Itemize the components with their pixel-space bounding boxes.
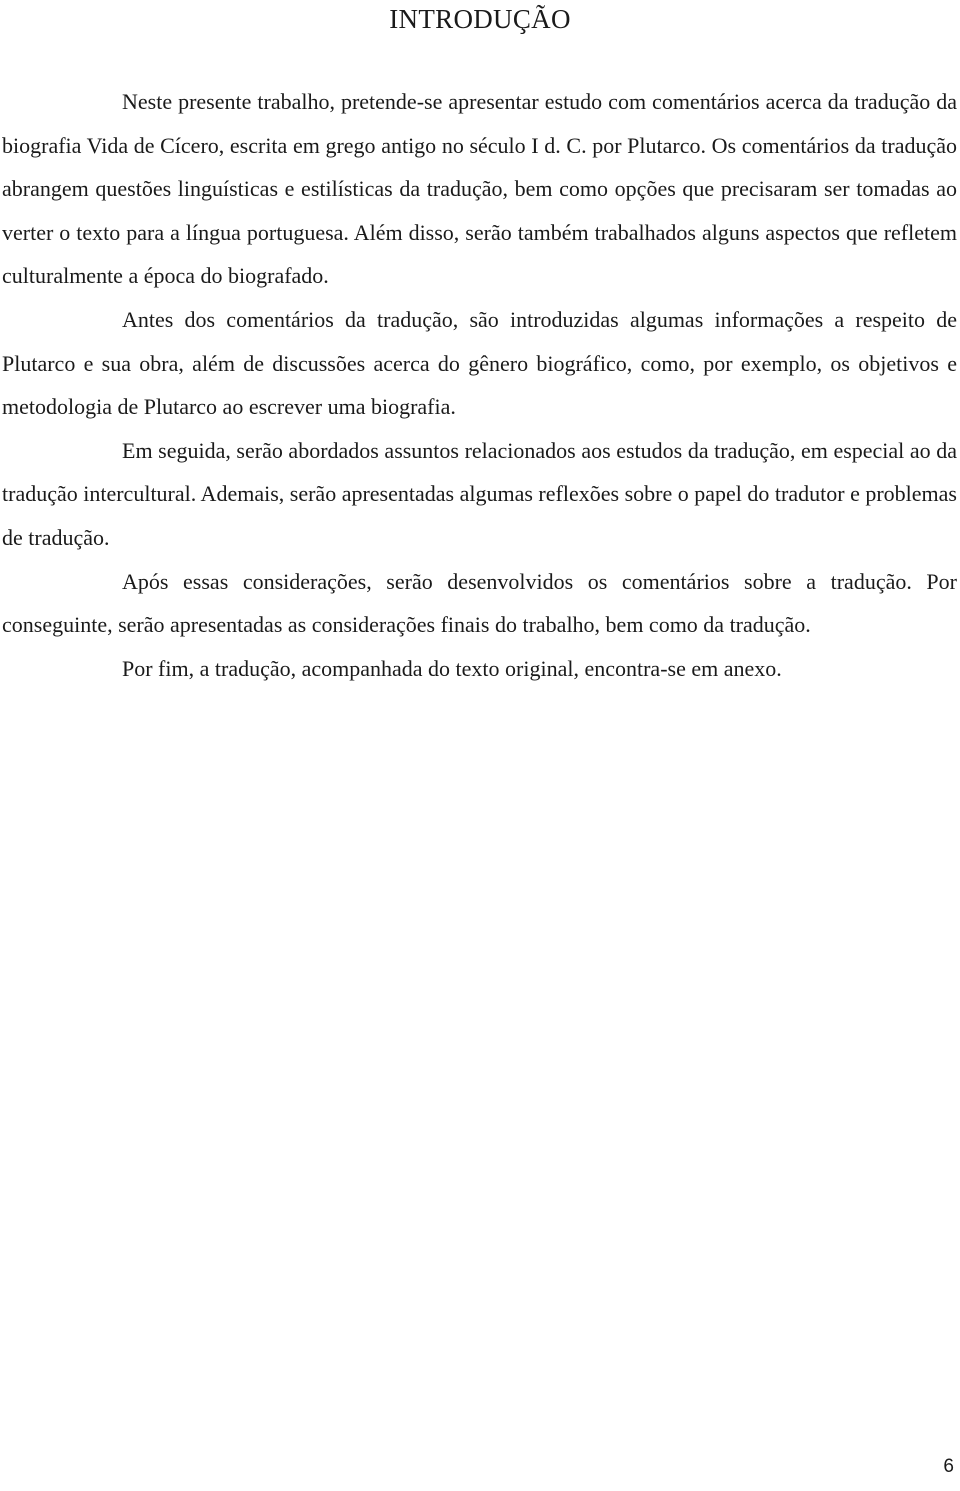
paragraph: Após essas considerações, serão desenvolvidos os comentários sobre a tradução. Por conseguinte, serão apresentadas as considerações finais do trabalho, bem como da tradução. (2, 568, 957, 638)
paragraph: Por fim, a tradução, acompanhada do texto original, encontra-se em anexo. (122, 655, 782, 681)
page-title: INTRODUÇÃO (389, 4, 571, 34)
body-text (2, 80, 957, 690)
page-number: 6 (943, 1456, 954, 1477)
paragraph: Antes dos comentários da tradução, são introduzidas algumas informações a respeito de Plutarco e sua obra, além de discussões acerca do gênero biográfico, como, por exemplo, os objetivos e metodologia de Plutarco ao escrever uma biografia. (2, 306, 957, 420)
paragraph: Neste presente trabalho, pretende-se apresentar estudo com comentários acerca da tradução da biografia Vida de Cícero, escrita em grego antigo no século I d. C. por Plutarco. Os comentários da tradução abrangem questões linguísticas e estilísticas da tradução, bem como opções que precisaram ser tomadas ao verter o texto para a língua portuguesa. Além disso, serão também trabalhados alguns aspectos que refletem culturalmente a época do biografado. (2, 89, 957, 289)
paragraph: Em seguida, serão abordados assuntos relacionados aos estudos da tradução, em especial ao da tradução intercultural. Ademais, serão apresentadas algumas reflexões sobre o papel do tradutor e problemas de tradução. (2, 437, 957, 550)
